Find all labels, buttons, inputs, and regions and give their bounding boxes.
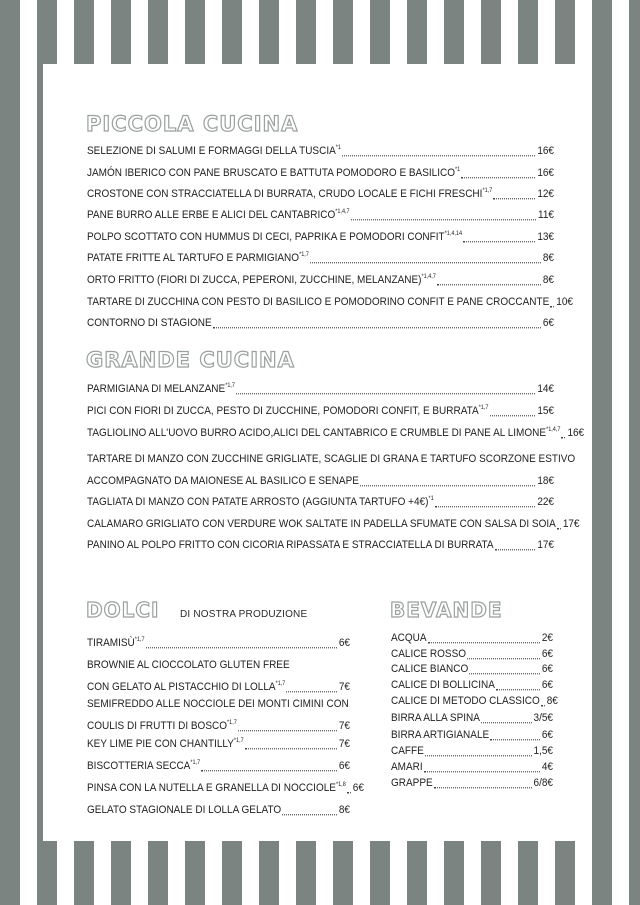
dot-leader <box>541 703 545 706</box>
dot-leader <box>461 175 535 178</box>
menu-item-row <box>87 144 554 160</box>
dot-leader <box>463 239 535 242</box>
menu-item-name-text: CALAMARO GRIGLIATO CON VERDURE WOK SALTATE IN PADELLA SFUMATE CON SALSA DI SOIA <box>87 518 556 531</box>
menu-item-price: 6€ <box>338 760 350 773</box>
dot-leader <box>146 645 337 648</box>
menu-item-name-text: PINSA CON LA NUTELLA E GRANELLA DI NOCCIOLE <box>87 782 336 795</box>
menu-item-name <box>87 803 281 819</box>
menu-item-name <box>87 316 212 332</box>
dot-leader <box>490 413 536 416</box>
menu-item-price: 17€ <box>562 518 580 531</box>
menu-item-row <box>391 631 553 647</box>
menu-item-price: 15€ <box>537 405 554 418</box>
menu-item-price: 16€ <box>567 427 585 440</box>
dot-leader <box>213 325 541 328</box>
dot-leader <box>561 435 565 438</box>
menu-item-price: 6€ <box>542 317 554 330</box>
menu-item-price: 6€ <box>338 637 350 650</box>
menu-item-name <box>391 662 468 678</box>
dot-leader <box>347 790 351 793</box>
dot-leader <box>238 728 337 731</box>
dot-leader <box>201 768 337 771</box>
dot-leader <box>360 483 535 486</box>
dot-leader <box>550 304 554 307</box>
dot-leader <box>490 737 540 740</box>
menu-item-row <box>391 744 553 760</box>
menu-item-row <box>87 680 350 696</box>
menu-item-price: 1,5€ <box>533 745 553 758</box>
menu-item-name <box>87 719 237 735</box>
menu-item-name-text: BIRRA ALLA SPINA <box>391 712 480 725</box>
dot-leader <box>467 656 540 659</box>
menu-item-price: 8€ <box>338 804 350 817</box>
menu-item-name <box>87 273 436 289</box>
menu-item-name-text: BISCOTTERIA SECCA <box>87 760 191 773</box>
menu-item-name <box>87 474 359 490</box>
dot-leader <box>481 720 532 723</box>
allergen-codes: *1,7 <box>233 737 244 745</box>
menu-item-price: 10€ <box>556 296 573 309</box>
menu-item-price: 22€ <box>537 496 554 509</box>
menu-item-row <box>87 208 554 224</box>
dot-leader <box>428 640 540 643</box>
menu-item-name <box>87 517 556 533</box>
allergen-codes: *1,7 <box>478 404 489 412</box>
menu-item-name-text: JAMÓN IBERICO CON PANE BRUSCATO E BATTUTA POMODORO E BASILICO <box>87 167 456 180</box>
menu-item-row <box>87 187 554 203</box>
menu-item-price: 6€ <box>352 782 364 795</box>
grande-cucina-title: GRANDE CUCINA <box>86 348 295 372</box>
menu-item-row <box>87 474 554 490</box>
menu-item-name-text: CALICE ROSSO <box>391 648 467 661</box>
menu-item-row <box>87 295 573 311</box>
dot-leader <box>437 282 541 285</box>
menu-item-price: 2€ <box>541 632 553 645</box>
menu-item-row <box>87 781 364 797</box>
menu-item-row <box>391 728 553 744</box>
menu-item-price: 7€ <box>338 720 350 733</box>
menu-item-row <box>87 230 554 246</box>
menu-item-first-line: BROWNIE AL CIOCCOLATO GLUTEN FREE <box>87 659 290 672</box>
menu-item-row <box>87 495 554 511</box>
menu-item-name <box>87 144 341 160</box>
menu-item-row <box>87 636 350 652</box>
menu-item-name <box>391 694 540 710</box>
dot-leader <box>469 671 540 674</box>
menu-item-price: 11€ <box>538 209 554 222</box>
allergen-codes: *1,7 <box>227 719 237 727</box>
menu-item-row <box>391 760 553 776</box>
menu-item-name <box>87 680 285 696</box>
menu-item-name <box>87 166 460 182</box>
menu-item-name-text: CON GELATO AL PISTACCHIO DI LOLLA <box>87 681 276 694</box>
menu-item-name-text: ORTO FRITTO (FIORI DI ZUCCA, PEPERONI, ZUCCHINE, MELANZANE) <box>87 274 422 287</box>
menu-item-row <box>87 426 585 442</box>
menu-item-name-text: POLPO SCOTTATO CON HUMMUS DI CECI, PAPRIKA E POMODORI CONFIT <box>87 231 445 244</box>
menu-item-name <box>391 631 427 647</box>
menu-item-row <box>87 166 554 182</box>
allergen-codes: *1,4,7 <box>421 273 436 281</box>
menu-item-name-text: KEY LIME PIE CON CHANTILLY <box>87 738 234 751</box>
dot-leader <box>310 260 541 263</box>
menu-item-name <box>87 538 494 554</box>
menu-item-price: 17€ <box>537 539 554 552</box>
menu-item-name <box>391 776 433 792</box>
menu-item-row <box>87 517 580 533</box>
allergen-codes: *1,7 <box>482 187 493 195</box>
menu-item-name <box>87 251 309 267</box>
menu-item-name-text: AMARI <box>391 761 423 774</box>
menu-item-name <box>391 647 466 663</box>
allergen-codes: *1,7 <box>190 759 201 767</box>
menu-item-name <box>391 711 480 727</box>
allergen-codes: *1,7 <box>134 636 145 644</box>
menu-item-price: 4€ <box>541 761 553 774</box>
menu-item-price: 12€ <box>537 188 554 201</box>
menu-item-row <box>391 647 553 663</box>
allergen-codes: *1,7 <box>299 251 309 259</box>
menu-item-name-text: PANINO AL POLPO FRITTO CON CICORIA RIPASSATA E STRACCIATELLA DI BURRATA <box>87 539 494 552</box>
menu-item-row <box>391 694 558 710</box>
menu-item-name-text: CAFFE <box>391 745 424 758</box>
dot-leader <box>557 526 561 529</box>
menu-item-name <box>87 426 560 442</box>
menu-item-name-text: BIRRA ARTIGIANALE <box>391 729 490 742</box>
menu-item-price: 16€ <box>537 145 554 158</box>
menu-item-name-text: GRAPPE <box>391 777 433 790</box>
menu-item-name-text: SELEZIONE DI SALUMI E FORMAGGI DELLA TUSCIA <box>87 145 336 158</box>
menu-item-name-text: CONTORNO DI STAGIONE <box>87 317 212 330</box>
menu-item-name <box>87 295 549 311</box>
menu-item-name <box>87 404 489 420</box>
menu-item-name <box>87 230 462 246</box>
menu-item-name-text: ACCOMPAGNATO DA MAIONESE AL BASILICO E SENAPE <box>87 475 359 488</box>
menu-item-name <box>391 678 495 694</box>
dot-leader <box>342 153 535 156</box>
menu-item-name <box>87 781 346 797</box>
menu-item-row <box>391 678 553 694</box>
menu-item-name <box>87 759 200 775</box>
allergen-codes: *1,4,14 <box>444 230 463 238</box>
dot-leader <box>236 391 535 394</box>
menu-item-name-text: TAGLIOLINO ALL'UOVO BURRO ACIDO,ALICI DEL CANTABRICO E CRUMBLE DI PANE AL LIMONE <box>87 427 547 440</box>
dot-leader <box>351 217 536 220</box>
menu-item-first-line: SEMIFREDDO ALLE NOCCIOLE DEI MONTI CIMINI CON <box>87 698 349 711</box>
dot-leader <box>245 746 337 749</box>
menu-item-name <box>391 744 424 760</box>
allergen-codes: *1,7 <box>275 680 286 688</box>
menu-item-name-text: TARTARE DI ZUCCHINA CON PESTO DI BASILICO E POMODORINO CONFIT E PANE CROCCANTE <box>87 296 550 309</box>
menu-item-row <box>87 404 554 420</box>
menu-item-row <box>87 719 350 735</box>
menu-item-name-text: TAGLIATA DI MANZO CON PATATE ARROSTO (AGGIUNTA TARTUFO +4€) <box>87 496 429 509</box>
piccola-cucina-title: PICCOLA CUCINA <box>86 112 299 136</box>
menu-item-name-text: COULIS DI FRUTTI DI BOSCO <box>87 720 228 733</box>
menu-item-price: 6€ <box>541 648 553 661</box>
dot-leader <box>282 812 337 815</box>
allergen-codes: *1 <box>428 495 434 503</box>
allergen-codes: *1,4,7 <box>546 426 561 434</box>
allergen-codes: *1,8 <box>335 781 346 789</box>
menu-item-row <box>87 759 350 775</box>
dot-leader <box>496 687 540 690</box>
menu-item-row <box>391 711 553 727</box>
menu-item-name <box>87 187 492 203</box>
menu-item-name <box>87 382 235 398</box>
dot-leader <box>493 196 535 199</box>
menu-item-row <box>87 803 350 819</box>
menu-item-price: 8€ <box>542 252 554 265</box>
menu-item-name <box>391 760 423 776</box>
menu-item-row <box>391 662 553 678</box>
menu-item-price: 6€ <box>541 679 553 692</box>
menu-item-name-text: PANE BURRO ALLE ERBE E ALICI DEL CANTABRICO <box>87 209 336 222</box>
dot-leader <box>435 504 536 507</box>
menu-item-name <box>87 495 434 511</box>
allergen-codes: *1 <box>335 144 341 152</box>
menu-item-row <box>87 251 554 267</box>
menu-item-name-text: CROSTONE CON STRACCIATELLA DI BURRATA, CRUDO LOCALE E FICHI FRESCHI <box>87 188 483 201</box>
dolci-subtitle: DI NOSTRA PRODUZIONE <box>180 609 308 620</box>
menu-item-name-text: CALICE BIANCO <box>391 663 469 676</box>
menu-item-row <box>87 316 554 332</box>
menu-item-price: 6€ <box>541 729 553 742</box>
menu-item-price: 6€ <box>541 663 553 676</box>
menu-item-price: 7€ <box>338 681 350 694</box>
menu-item-price: 18€ <box>537 475 554 488</box>
menu-item-row <box>87 538 554 554</box>
menu-item-row <box>87 737 350 753</box>
allergen-codes: *1 <box>455 166 461 174</box>
menu-item-price: 8€ <box>546 695 558 708</box>
dot-leader <box>424 769 540 772</box>
allergen-codes: *1,4,7 <box>335 208 350 216</box>
menu-item-row <box>87 273 554 289</box>
menu-item-row <box>87 382 554 398</box>
menu-item-name <box>87 737 244 753</box>
menu-item-first-line: TARTARE DI MANZO CON ZUCCHINE GRIGLIATE, SCAGLIE DI GRANA E TARTUFO SCORZONE ESTIVO <box>87 453 576 466</box>
bevande-title: BEVANDE <box>390 598 503 622</box>
menu-item-row <box>391 776 553 792</box>
allergen-codes: *1,7 <box>225 382 235 390</box>
dot-leader <box>286 689 337 692</box>
menu-item-name-text: CALICE DI BOLLICINA <box>391 679 495 692</box>
menu-item-name <box>391 728 489 744</box>
menu-item-price: 14€ <box>537 383 554 396</box>
dot-leader <box>434 785 532 788</box>
menu-item-price: 7€ <box>338 738 350 751</box>
menu-item-name-text: CALICE DI METODO CLASSICO <box>391 695 540 708</box>
menu-item-price: 16€ <box>537 167 554 180</box>
menu-item-price: 6/8€ <box>533 777 553 790</box>
dot-leader <box>495 547 536 550</box>
dot-leader <box>425 753 532 756</box>
menu-item-name-text: PICI CON FIORI DI ZUCCA, PESTO DI ZUCCHINE, POMODORI CONFIT, E BURRATA <box>87 405 479 418</box>
menu-item-price: 8€ <box>542 274 554 287</box>
menu-item-name-text: PATATE FRITTE AL TARTUFO E PARMIGIANO <box>87 252 300 265</box>
menu-item-name-text: TIRAMISÙ <box>87 637 135 650</box>
menu-item-name-text: PARMIGIANA DI MELANZANE <box>87 383 226 396</box>
menu-item-name <box>87 636 145 652</box>
menu-item-name-text: ACQUA <box>391 632 427 645</box>
menu-item-name-text: GELATO STAGIONALE DI LOLLA GELATO <box>87 804 282 817</box>
dolci-title: DOLCI <box>86 598 160 622</box>
menu-item-price: 13€ <box>537 231 554 244</box>
menu-item-name <box>87 208 350 224</box>
menu-item-price: 3/5€ <box>533 712 553 725</box>
